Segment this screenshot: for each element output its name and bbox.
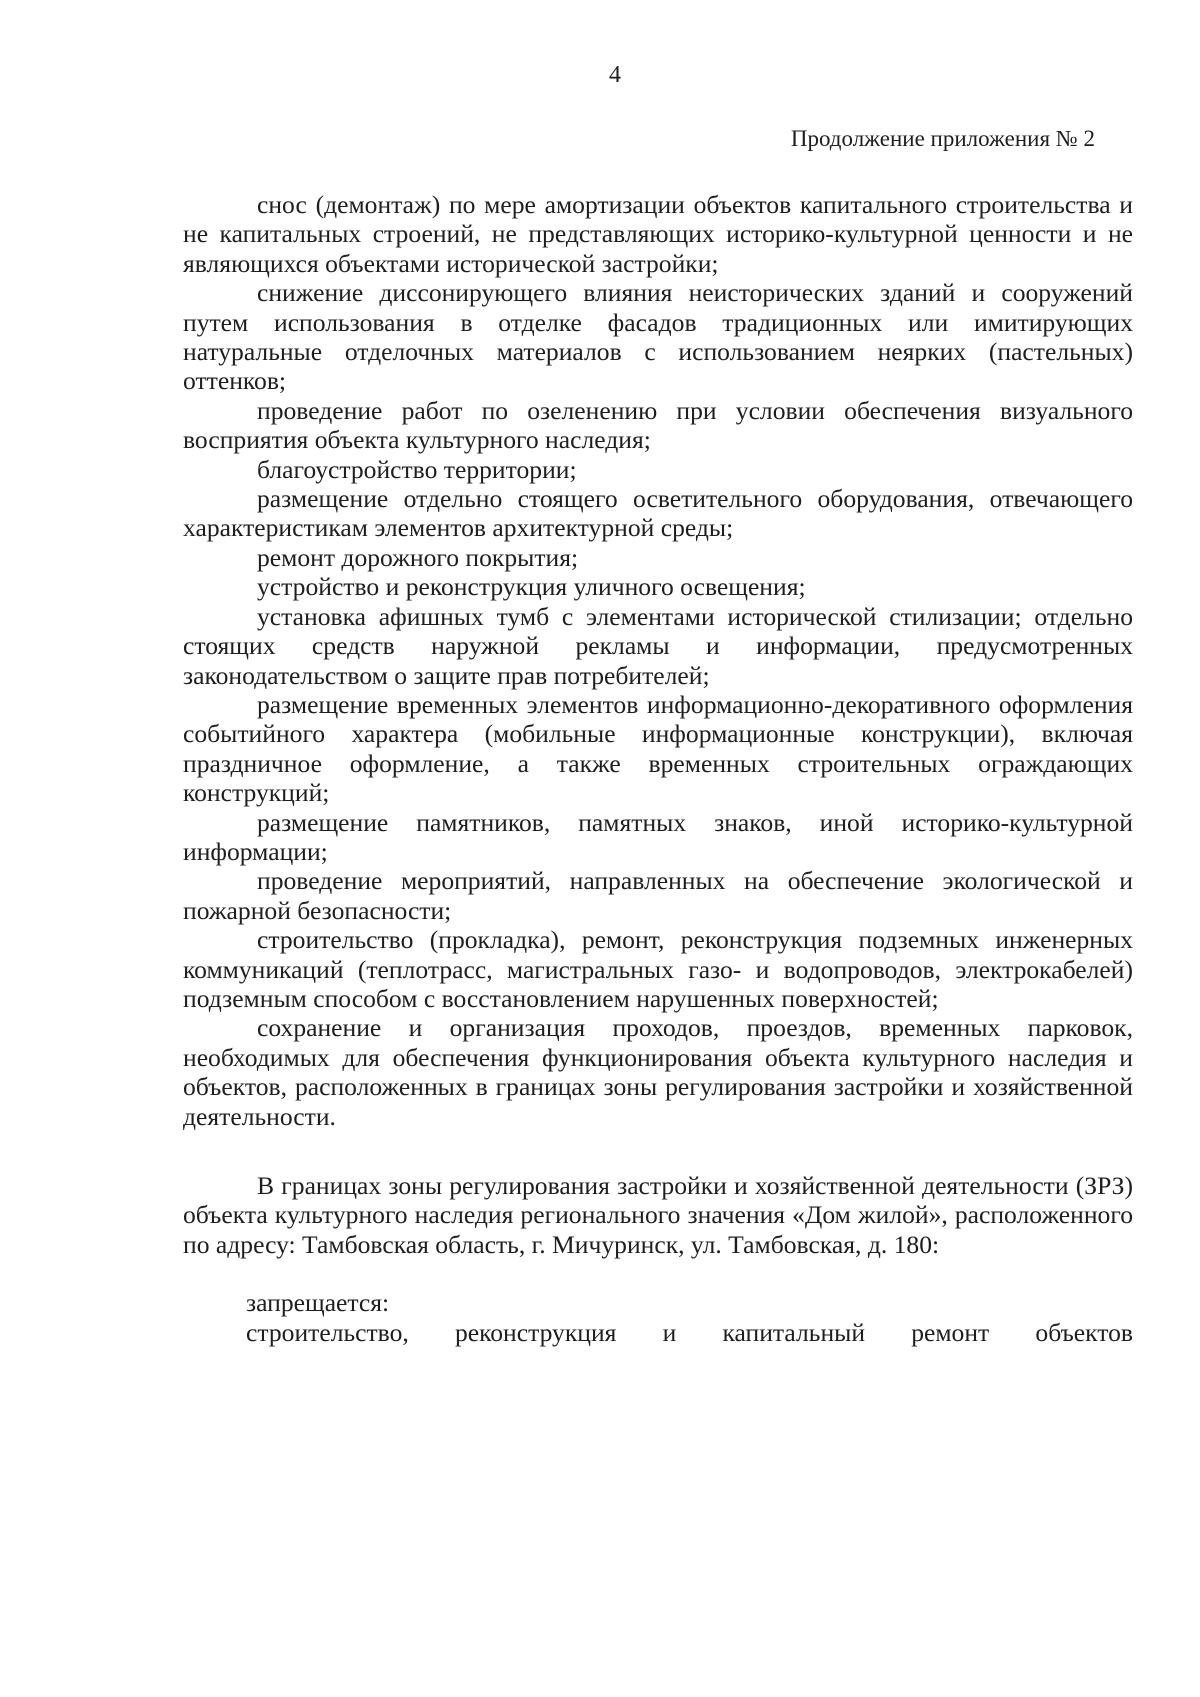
paragraph-passages: сохранение и организация проходов, проездов, временных парковок, необходимых для обеспечения функционирования объекта культурного наследия и объектов, расположенных в границах зоны регулирования застройки и хозяйственной деятельности. xyxy=(183,1013,1133,1131)
body-text xyxy=(183,190,1133,1347)
section-intro: В границах зоны регулирования застройки и хозяйственной деятельности (ЗРЗ) объекта культурного наследия регионального значения «Дом жилой», расположенного по адресу: Тамбовская область, г. Мичуринск, ул. Тамбовская, д. 180: xyxy=(183,1171,1133,1259)
paragraph-street-lighting: устройство и реконструкция уличного освещения; xyxy=(257,572,806,602)
paragraph-dissonance-reduction: снижение диссонирующего влияния неисторических зданий и сооружений путем использования в отделке фасадов традиционных или имитирующих натуральные отделочных материалов с использованием неярких (пастельных) оттенков; xyxy=(183,278,1133,396)
paragraph-safety: проведение мероприятий, направленных на обеспечение экологической и пожарной безопасности; xyxy=(183,866,1133,925)
page-number: 4 xyxy=(609,62,621,88)
paragraph-improvement: благоустройство территории; xyxy=(257,454,577,484)
paragraph-construction: строительство, реконструкция и капитальный ремонт объектов xyxy=(246,1317,1133,1347)
prohibited-label: запрещается: xyxy=(246,1288,390,1318)
annex-label: Продолжение приложения № 2 xyxy=(790,126,1095,151)
paragraph-lighting-equipment: размещение отдельно стоящего осветительного оборудования, отвечающего характеристикам элементов архитектурной среды; xyxy=(183,484,1133,543)
paragraph-advertising: установка афишных тумб с элементами исторической стилизации; отдельно стоящих средств наружной рекламы и информации, предусмотренных законодательством о защите прав потребителей; xyxy=(183,601,1133,690)
paragraph-utilities: строительство (прокладка), ремонт, реконструкция подземных инженерных коммуникаций (теплотрасс, магистральных газо- и водопроводов, электрокабелей) подземным способом с восстановлением нарушенных поверхностей; xyxy=(183,925,1133,1013)
paragraph-monuments: размещение памятников, памятных знаков, иной историко-культурной информации; xyxy=(183,807,1133,866)
paragraph-temporary-elements: размещение временных элементов информационно-декоративного оформления событийного характера (мобильные информационные конструкции), включая праздничное оформление, а также временных строительных ограждающих конструкций; xyxy=(183,689,1133,808)
paragraph-road-repair: ремонт дорожного покрытия; xyxy=(257,542,579,572)
paragraph-landscaping: проведение работ по озеленению при условии обеспечения визуального восприятия объекта культурного наследия; xyxy=(183,395,1133,455)
paragraph-demolition: снос (демонтаж) по мере амортизации объектов капитального строительства и не капитальных строений, не представляющих историко-культурной ценности и не являющихся объектами исторической застройки; xyxy=(183,190,1133,278)
